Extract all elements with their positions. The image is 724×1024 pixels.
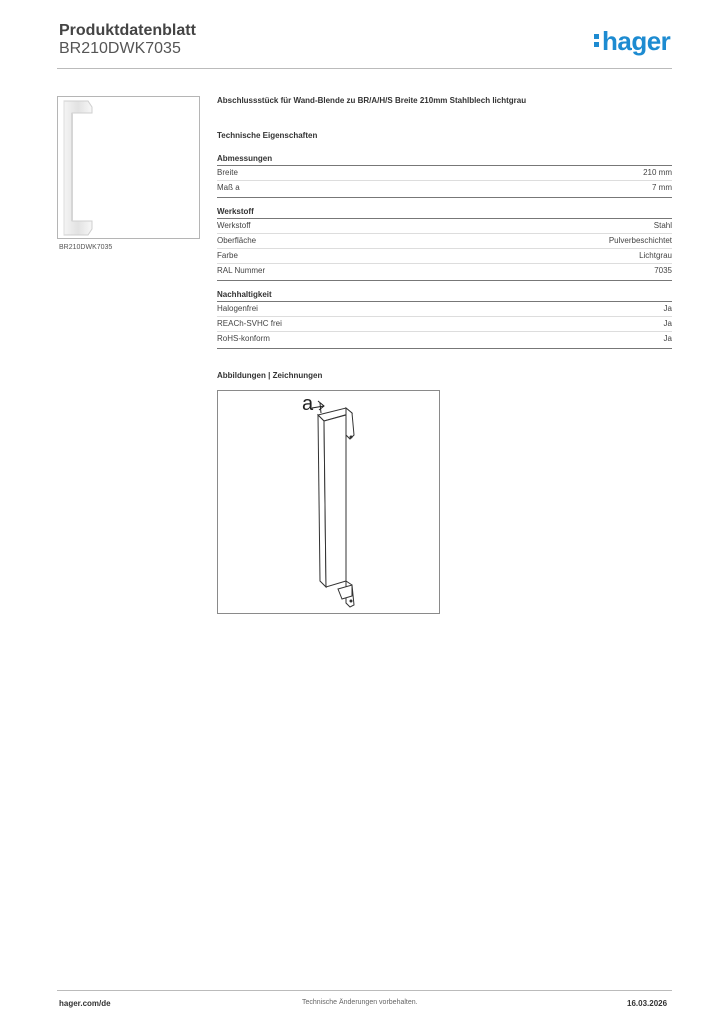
footer-note: Technische Änderungen vorbehalten. — [302, 999, 418, 1006]
row-label: REACh-SVHC frei — [217, 319, 282, 328]
section-material — [217, 207, 672, 281]
row-label: Halogenfrei — [217, 304, 258, 313]
header-divider — [57, 68, 672, 69]
footer-date: 16.03.2026 — [627, 999, 668, 1008]
page-title: Produktdatenblatt — [59, 22, 196, 39]
technical-drawing — [217, 390, 440, 614]
main-content — [217, 96, 672, 380]
table-row — [217, 248, 672, 263]
row-label: Maß a — [217, 183, 240, 192]
footer-divider — [57, 990, 672, 991]
technical-heading: Technische Eigenschaften — [217, 131, 318, 140]
section-sustainability — [217, 290, 672, 349]
logo-text: hager — [602, 26, 671, 56]
table-row — [217, 219, 672, 233]
row-label: RoHS-konform — [217, 334, 270, 343]
table-row — [217, 302, 672, 316]
row-value: Ja — [663, 334, 672, 343]
product-description: Abschlussstück für Wand-Blende zu BR/A/H/S Breite 210mm Stahlblech lichtgrau — [217, 96, 527, 105]
row-value: 210 mm — [643, 168, 672, 177]
row-value: Stahl — [653, 221, 672, 230]
profile-drawing-icon — [218, 391, 439, 613]
row-label: Farbe — [217, 251, 238, 260]
logo-dots-icon — [594, 34, 600, 50]
table-row — [217, 316, 672, 331]
hager-logo — [594, 28, 670, 54]
product-image — [57, 96, 200, 239]
section-dimensions — [217, 154, 672, 198]
row-value: 7 mm — [652, 183, 672, 192]
drawings-heading: Abbildungen | Zeichnungen — [217, 371, 323, 380]
table-row — [217, 166, 672, 180]
section-title: Nachhaltigkeit — [217, 290, 272, 299]
footer-website-link[interactable]: hager.com/de — [59, 999, 111, 1008]
row-label: Oberfläche — [217, 236, 257, 245]
row-label: RAL Nummer — [217, 266, 266, 275]
row-label: Werkstoff — [217, 221, 251, 230]
section-title: Werkstoff — [217, 207, 254, 216]
table-row — [217, 263, 672, 278]
row-value: Ja — [663, 319, 672, 328]
table-row — [217, 331, 672, 346]
section-title: Abmessungen — [217, 154, 273, 163]
image-caption: BR210DWK7035 — [59, 244, 113, 251]
row-label: Breite — [217, 168, 238, 177]
product-photo-icon — [58, 97, 199, 238]
product-code: BR210DWK7035 — [59, 40, 181, 57]
table-row — [217, 233, 672, 248]
row-value: Lichtgrau — [639, 251, 672, 260]
row-value: Ja — [663, 304, 672, 313]
row-value: 7035 — [654, 266, 672, 275]
dimension-label: a — [302, 393, 314, 415]
table-row — [217, 180, 672, 195]
row-value: Pulverbeschichtet — [608, 236, 672, 245]
